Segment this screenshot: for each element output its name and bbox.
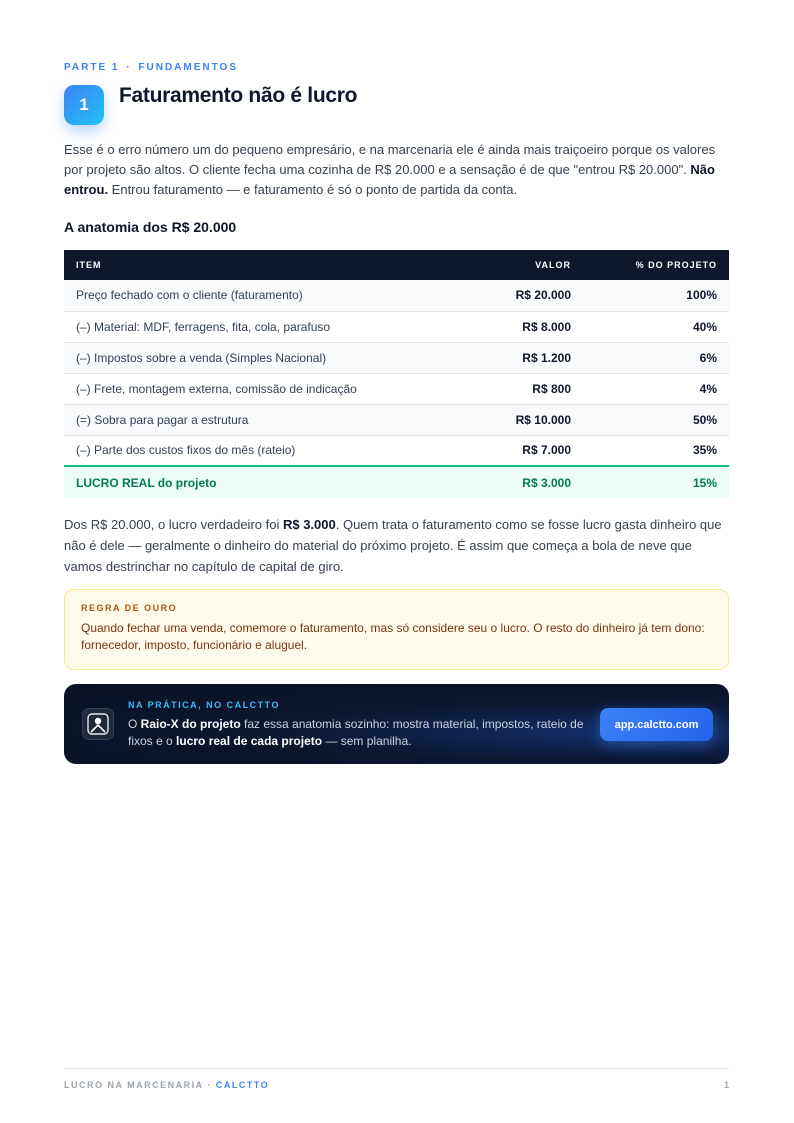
promo-text-3: — sem planilha. [322, 734, 412, 748]
row-percent: 100% [686, 288, 717, 303]
page-number: 1 [723, 1080, 729, 1090]
table-row [64, 435, 729, 466]
promo-text [128, 716, 598, 750]
row-value: R$ 10.000 [515, 412, 571, 427]
table-row [64, 373, 729, 404]
table-row [64, 404, 729, 435]
intro-bold: Não entrou. [64, 162, 715, 197]
chapter-number-badge: 1 [64, 85, 104, 125]
promo-text-2: faz essa anatomia sozinho: mostra material, impostos, rateio de fixos e o [128, 717, 584, 748]
section-title: A anatomia dos R$ 20.000 [64, 219, 237, 235]
anatomy-table [64, 250, 729, 498]
outro-text-1: Dos R$ 20.000, o lucro verdadeiro foi [64, 517, 283, 532]
calctto-promo-banner [64, 684, 729, 764]
row-value: R$ 1.200 [522, 350, 571, 365]
footer-brand: CALCTTO [215, 1080, 270, 1090]
table-row [64, 280, 729, 311]
intro-paragraph [64, 140, 729, 200]
row-item: (–) Frete, montagem externa, comissão de indicação [76, 381, 357, 396]
row-percent: 6% [699, 350, 717, 365]
promo-kicker: NA PRÁTICA, NO CALCTTO [128, 700, 280, 710]
row-value: R$ 8.000 [522, 319, 571, 334]
total-value: R$ 3.000 [522, 475, 571, 490]
outro-bold: R$ 3.000 [282, 517, 336, 532]
table-row [64, 342, 729, 373]
intro-text-2: Entrou faturamento — e faturamento é só o ponto de partida da conta. [108, 182, 518, 197]
table-row [64, 311, 729, 342]
promo-bold-2: lucro real de cada projeto [176, 734, 323, 748]
total-percent: 15% [692, 475, 717, 490]
footer-title [64, 1080, 269, 1090]
row-percent: 4% [699, 381, 717, 396]
table-total-row [64, 466, 729, 498]
column-header-item: ITEM [76, 260, 102, 270]
page-title: Faturamento não é lucro [119, 84, 358, 107]
callout-text: Quando fechar uma venda, comemore o faturamento, mas só considere seu o lucro. O resto do dinheiro já tem dono: fornecedor, imposto, funcionário e aluguel. [81, 621, 705, 652]
golden-rule-callout [64, 589, 729, 670]
row-item: Preço fechado com o cliente (faturamento) [76, 288, 303, 303]
section-kicker [64, 62, 238, 73]
app-link-button[interactable]: app.calctto.com [600, 708, 713, 741]
column-header-value: VALOR [535, 260, 571, 270]
outro-paragraph [64, 514, 729, 577]
row-value: R$ 7.000 [522, 443, 571, 458]
row-value: R$ 800 [532, 381, 571, 396]
page [64, 0, 729, 1123]
promo-bold-1: Raio-X do projeto [140, 717, 241, 731]
row-item: (=) Sobra para pagar a estrutura [76, 412, 249, 427]
row-percent: 40% [692, 319, 717, 334]
row-percent: 35% [692, 443, 717, 458]
row-value: R$ 20.000 [515, 288, 571, 303]
callout-kicker: REGRA DE OURO [81, 603, 178, 613]
column-header-percent: % DO PROJETO [635, 260, 717, 270]
kicker-part: PARTE 1 [64, 62, 120, 73]
footer-divider [64, 1068, 729, 1069]
promo-text-1: O [128, 717, 141, 731]
table-header-row [64, 250, 729, 280]
row-item: (–) Impostos sobre a venda (Simples Nacional) [76, 350, 327, 365]
row-item: (–) Parte dos custos fixos do mês (rateio) [76, 443, 296, 458]
row-item: (–) Material: MDF, ferragens, fita, cola, parafuso [76, 319, 331, 334]
outro-text-2: . Quem trata o faturamento como se fosse lucro gasta dinheiro que não é dele — geralmente o dinheiro do material do próximo projeto. É assim que começa a bola de neve que vamos destrinchar no capítulo de capital de giro. [64, 517, 722, 574]
row-percent: 50% [692, 412, 717, 427]
footer-book-title: LUCRO NA MARCENARIA · [64, 1080, 216, 1090]
kicker-section: FUNDAMENTOS [138, 62, 238, 73]
intro-text-1: Esse é o erro número um do pequeno empresário, e na marcenaria ele é ainda mais traiçoeiro porque os valores por projeto são altos. O cliente fecha uma cozinha de R$ 20.000 e a sensação é de que "entrou R$ 20.000". [64, 142, 716, 177]
kicker-separator: · [126, 62, 132, 73]
total-item: LUCRO REAL do projeto [76, 475, 217, 490]
calctto-logo-icon [82, 708, 114, 740]
